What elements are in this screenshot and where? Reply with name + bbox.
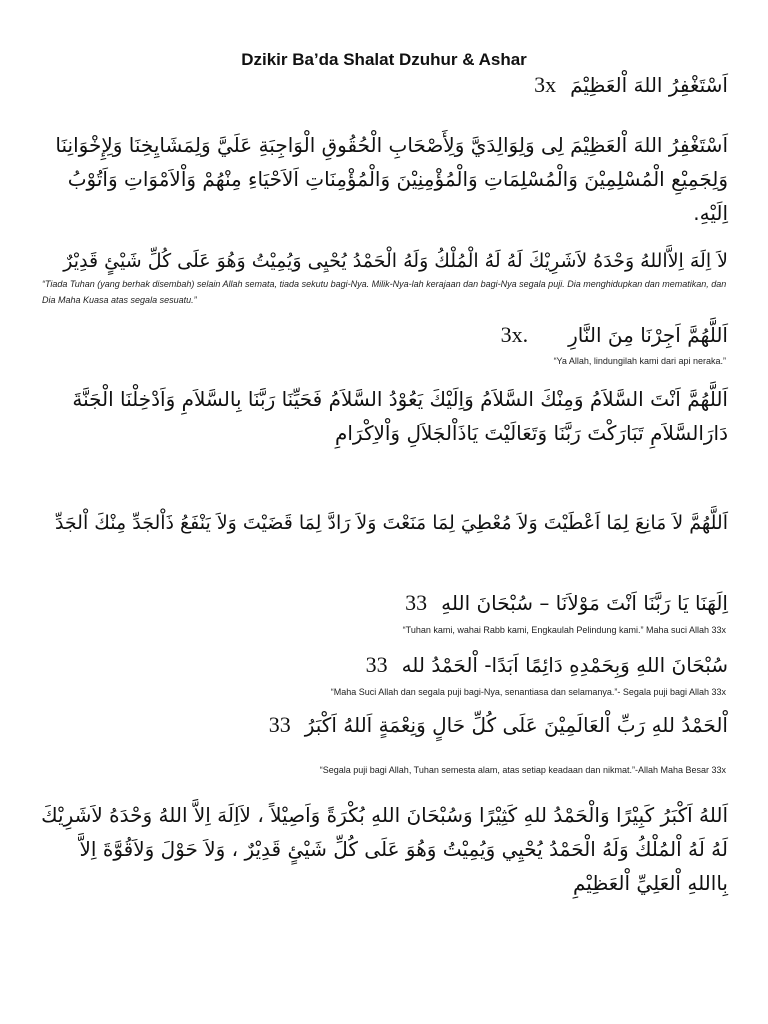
count-label: 33 xyxy=(365,652,388,677)
arabic-text: اِلَهَنَا يَا رَبَّنَا اَنْتَ مَوْلاَنَا – سُبْحَانَ اللهِ xyxy=(441,591,728,615)
arabic-text: اَسْتَغْفِرُ اللهَ اْلعَظِيْمَ xyxy=(570,73,728,97)
count-label: 3x xyxy=(534,72,557,97)
translation-text: “Tuhan kami, wahai Rabb kami, Engkaulah Pelindung kami.” Maha suci Allah 33x xyxy=(402,625,726,635)
arabic-text: اْلحَمْدُ للهِ رَبِّ اْلعَالَمِيْنَ عَلَى كُلِّ حَالٍ وَنِعْمَةٍ اَللهُ اَكْبَرُ xyxy=(304,713,728,737)
arabic-text: سُبْحَانَ اللهِ وَبِحَمْدِهِ دَائِمًا اَبَدًا- اْلحَمْدُ لله xyxy=(401,653,728,677)
count-label: 3x. xyxy=(500,322,529,347)
dzikir-8 xyxy=(366,652,728,678)
translation-text: “Tiada Tuhan (yang berhak disembah) selain Allah semata, tiada sekutu bagi-Nya. Milik-Nya-lah kerajaan dan bagi-Nya segala puji. Dia menghidupkan dan mematikan, dan Dia Maha Kuasa atas segala sesuatu.” xyxy=(42,279,727,305)
arabic-text: اَللَّهُمَّ اَنْتَ السَّلاَمُ وَمِنْكَ السَّلاَمُ وَاِلَيْكَ يَعُوْدُ السَّلاَمُ فَحَيِّنَا رَبَّنَا بِالسَّلاَمِ وَاَدْخِلْنَا الْجَنَّةَ دَارَالسَّلاَمِ تَبَارَكْتَ رَبَّنَا وَتَعَالَيْتَ يَاذَاْلجَلاَلِ وَاْلاِكْرَامِ xyxy=(72,387,728,445)
translation-text: “Maha Suci Allah dan segala puji bagi-Nya, senantiasa dan selamanya.”- Segala puji bagi Allah 33x xyxy=(330,687,726,697)
dzikir-7 xyxy=(405,590,728,616)
dzikir-1 xyxy=(534,72,728,98)
count-label: 33 xyxy=(405,590,428,615)
translation-text: “Segala puji bagi Allah, Tuhan semesta alam, atas setiap keadaan dan nikmat.”-Allah Maha Besar 33x xyxy=(319,765,726,775)
count-label: 33 xyxy=(268,712,291,737)
arabic-text: اَللَّهُمَّ لاَ مَانِعَ لِمَا اَعْطَيْتَ وَلاَ مُعْطِيَ لِمَا مَنَعْتَ وَلاَ رَادَّ لِمَا قَضَيْتَ وَلاَ يَنْفَعُ ذَاْلجَدِّ مِنْكَ اْلجَدِّ xyxy=(54,512,728,534)
translation-text: “Ya Allah, lindungilah kami dari api neraka.” xyxy=(553,356,726,366)
dzikir-4 xyxy=(501,322,728,348)
arabic-text: لاَ اِلَهَ اِلاَّاللهُ وَحْدَهُ لاَشَرِيْكَ لَهُ لَهُ الْمُلْكُ وَلَهُ الْحَمْدُ يُحْيِى وَيُمِيْتُ وَهُوَ عَلَى كُلِّ شَيْئٍ قَدِيْرٌ xyxy=(63,250,728,272)
arabic-text: اَللهُ اَكْبَرُ كَبِيْرًا وَالْحَمْدُ للهِ كَثِيْرًا وَسُبْحَانَ اللهِ بُكْرَةً وَاَصِيْلاً ، لاَاِلَهَ اِلاَّ اللهُ وَحْدَهُ لاَشَرِيْكَ لَهُ لَهُ اْلمُلْكُ وَلَهُ الْحَمْدُ يُحْيِي وَيُمِيْتُ وَهُوَ عَلَى كُلِّ شَيْئٍ قَدِيْرٌ ، وَلاَ حَوْلَ وَلاَقُوَّةَ اِلاَّ بِااللهِ اْلعَلِيِّ اْلعَظِيْمِ xyxy=(41,803,728,895)
arabic-text: اَللَّهُمَّ اَجِرْنَا مِنَ النَّارِ xyxy=(568,323,728,347)
dzikir-9 xyxy=(269,712,728,738)
page-title: Dzikir Ba’da Shalat Dzuhur & Ashar xyxy=(241,50,527,69)
arabic-text: اَسْتَغْفِرُ اللهَ اْلعَظِيْمَ لِى وَلِوَالِدَيَّ وَلِأَصْحَابِ الْحُقُوقِ الْوَاجِبَةِ عَلَيَّ وَلِمَشَايِخِنَا وَلِإِخْوَانِنَا وَلِجَمِيْعِ الْمُسْلِمِيْنَ وَالْمُسْلِمَاتِ وَالْمُؤْمِنِيْنَ وَالْمُؤْمِنَاتِ اَلاَحْيَاءِ مِنْهُمْ وَاْلاَمْوَاتِ وَاَتُوْبُ اِلَيْهِ. xyxy=(55,133,728,225)
